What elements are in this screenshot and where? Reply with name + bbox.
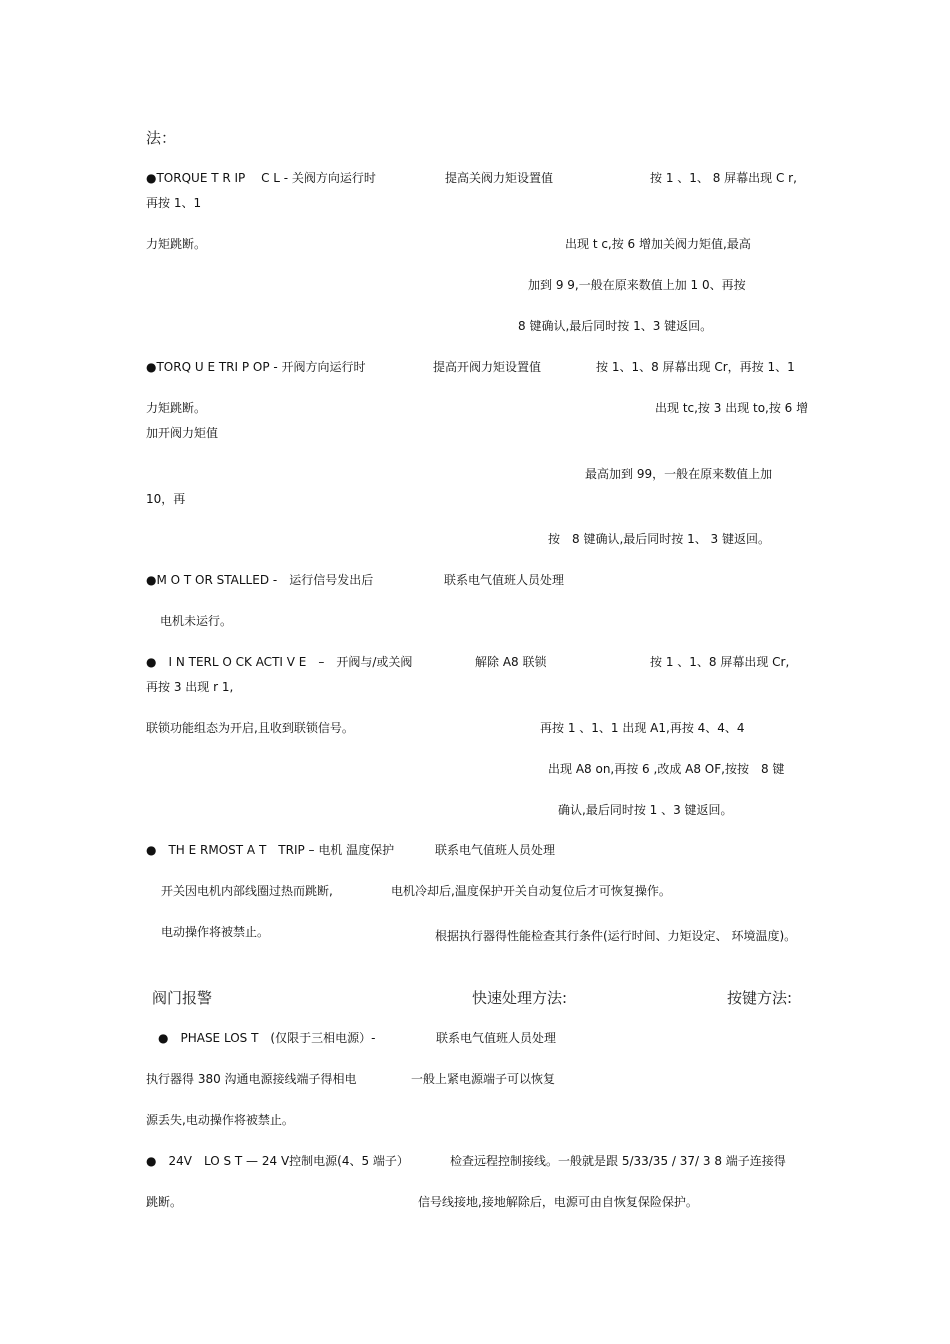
thermostat-trip-alarm: ● TH E RMOST A T TRIP – 电机 温度保护 (146, 843, 395, 857)
intro-heading: 法： (146, 129, 177, 147)
torque-trip-cl-keys-3: 加到 9 9,一般在原来数值上加 1 0、再按 (528, 278, 746, 292)
interlock-active-desc: 联锁功能组态为开启,且收到联锁信号。 (146, 721, 354, 735)
torque-trip-op-keys-4: 按 8 键确认,最后同时按 1、 3 键返回。 (548, 532, 770, 546)
interlock-active-keys-4: 确认,最后同时按 1 、3 键返回。 (558, 803, 733, 817)
motor-stalled-action: 联系电气值班人员处理 (444, 573, 565, 587)
interlock-active-keys-3: 出现 A8 on,再按 6 ,改成 A8 OF,按按 8 键 (548, 762, 785, 776)
lost-24v-desc: 跳断。 (146, 1195, 183, 1209)
torque-trip-op-desc: 力矩跳断。 (146, 401, 207, 415)
thermostat-trip-action: 联系电气值班人员处理 (435, 843, 556, 857)
lost-24v-action: 检查远程控制接线。一般就是跟 5/33/35 / 37/ 3 8 端子连接得 (450, 1154, 786, 1168)
torque-trip-op-keys-2: 出现 tc,按 3 出现 to,按 6 增 (655, 401, 809, 415)
torque-trip-op-alarm: ●TORQ U E TRI P OP - 开阀方向运行时 (146, 360, 366, 374)
interlock-active-keys: 按 1 、1、8 屏幕出现 Cr, (650, 655, 790, 669)
interlock-active-keys-2: 再按 1 、1、1 出现 A1,再按 4、4、4 (540, 721, 745, 735)
torque-trip-op-keys-3: 最高加到 99，一般在原来数值上加 (585, 467, 773, 481)
thermostat-trip-desc: 开关因电机内部线圈过热而跳断, (161, 884, 333, 898)
torque-trip-op-keys-2-cont: 加开阀力矩值 (146, 426, 219, 440)
lost-24v-alarm: ● 24V LO S T — 24 V控制电源(4、5 端子） (146, 1154, 409, 1168)
phase-lost-desc-2: 源丢失,电动操作将被禁止。 (146, 1113, 294, 1127)
torque-trip-op-action: 提高开阀力矩设置值 (433, 360, 542, 374)
lost-24v-action-2: 信号线接地,接地解除后，电源可由自恢复保险保护。 (418, 1195, 698, 1209)
torque-trip-op-keys: 按 1、1、8 屏幕出现 Cr，再按 1、1 (596, 360, 795, 374)
motor-stalled-alarm: ●M O T OR STALLED - 运行信号发出后 (146, 573, 374, 587)
interlock-active-action: 解除 A8 联锁 (475, 655, 547, 669)
motor-stalled-desc: 电机未运行。 (160, 614, 233, 628)
interlock-active-alarm: ● I N TERL O CK ACTI V E – 开阀与/或关阀 (146, 655, 413, 669)
phase-lost-action: 联系电气值班人员处理 (436, 1031, 557, 1045)
torque-trip-cl-keys-2: 出现 t c,按 6 增加关阀力矩值,最高 (565, 237, 751, 251)
interlock-active-keys-cont: 再按 3 出现 r 1, (146, 680, 234, 694)
torque-trip-cl-keys-4: 8 键确认,最后同时按 1、3 键返回。 (518, 319, 713, 333)
phase-lost-alarm: ● PHASE LOS T (仅限于三相电源）- (158, 1031, 376, 1045)
torque-trip-op-keys-3-cont: 10，再 (146, 492, 186, 506)
torque-trip-cl-keys-cont: 再按 1、1 (146, 196, 202, 210)
col-header-quick-fix: 快速处理方法: (472, 989, 568, 1007)
thermostat-trip-action-2: 电机冷却后,温度保护开关自动复位后才可恢复操作。 (391, 884, 671, 898)
col-header-alarm: 阀门报警 (152, 989, 213, 1007)
torque-trip-cl-keys: 按 1 、1、 8 屏幕出现 C r, (650, 171, 797, 185)
torque-trip-cl-desc: 力矩跳断。 (146, 237, 207, 251)
thermostat-trip-action-3: 根据执行器得性能检查其行条件(运行时间、力矩设定、 环境温度)。 (435, 929, 797, 943)
torque-trip-cl-action: 提高关阀力矩设置值 (445, 171, 554, 185)
phase-lost-desc: 执行器得 380 沟通电源接线端子得相电 (146, 1072, 357, 1086)
phase-lost-action-2: 一般上紧电源端子可以恢复 (411, 1072, 556, 1086)
torque-trip-cl-alarm: ●TORQUE T R IP C L - 关阀方向运行时 (146, 171, 376, 185)
col-header-key-method: 按键方法: (727, 989, 793, 1007)
thermostat-trip-desc-2: 电动操作将被禁止。 (161, 925, 270, 939)
